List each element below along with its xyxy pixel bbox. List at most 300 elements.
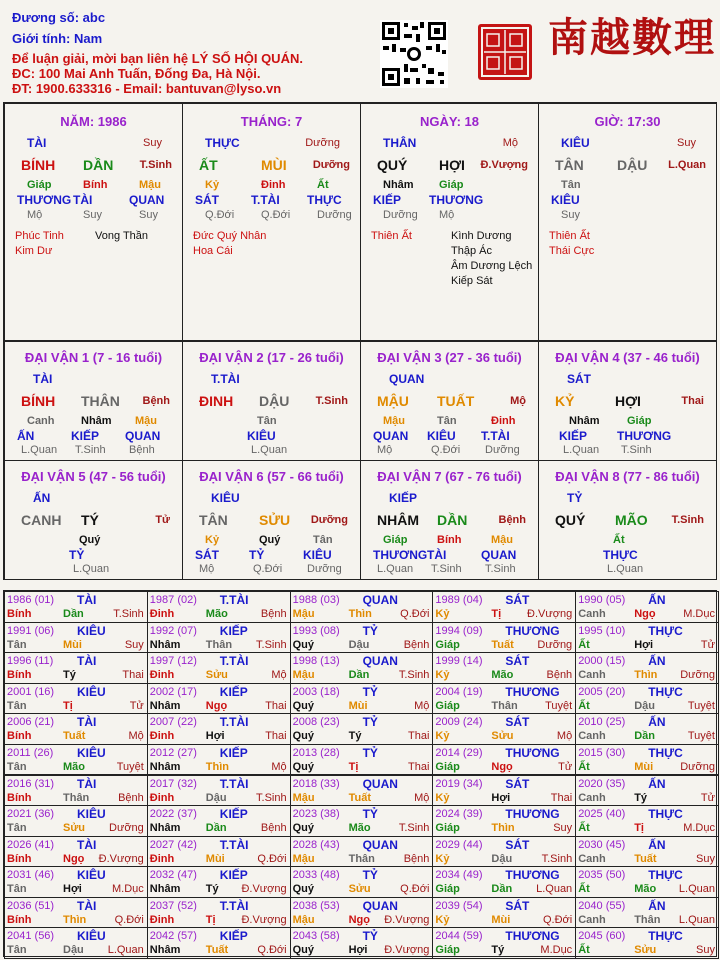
year-star: KIÊU (77, 745, 106, 760)
year-star: THỰC (648, 807, 683, 822)
pillar-chi: DẦN (83, 157, 114, 173)
year-star: T.TÀI (219, 715, 249, 730)
year-label: 2015 (30) (578, 746, 626, 759)
year-star: QUAN (362, 654, 398, 669)
year-chi: Dậu (205, 791, 227, 804)
year-label: 2002 (17) (149, 685, 197, 698)
year-phase: Mộ (556, 730, 573, 743)
dai-van-chi: SỬU (259, 512, 291, 528)
hidden-stem: Mậu (139, 179, 161, 191)
year-cell (432, 805, 576, 837)
dai-van-ts: T.Sinh (671, 514, 704, 526)
pillar-cell (360, 103, 539, 341)
year-cell (575, 713, 719, 745)
dai-van-title: ĐẠI VẬN 7 (67 - 76 tuổi) (377, 469, 522, 484)
year-chi: Dần (63, 608, 84, 620)
year-phase: Suy (696, 852, 715, 865)
year-star: ẤN (648, 776, 666, 791)
hidden-state: Suy (561, 209, 580, 221)
year-star: T.TÀI (219, 898, 249, 913)
year-star: T.TÀI (219, 776, 249, 791)
year-cell (4, 683, 148, 715)
year-can: Kỷ (435, 852, 450, 865)
hidden-stem: Bính (83, 179, 108, 191)
hidden-stem: Tân (313, 534, 333, 546)
dai-van-cell (4, 460, 183, 580)
hidden-state: Mộ (439, 209, 455, 221)
year-chi: Hợi (205, 730, 225, 743)
year-phase: M.Dục (112, 883, 144, 896)
pillar-star: KIÊU (561, 136, 590, 150)
dai-van-title: ĐẠI VẬN 3 (27 - 36 tuổi) (377, 350, 522, 365)
year-cell (4, 866, 148, 898)
year-can: Ất (578, 638, 590, 651)
dai-van-can: KỶ (555, 393, 575, 409)
hidden-star: KIÊU (247, 429, 276, 443)
year-star: KIÊU (77, 929, 106, 944)
year-phase: Tuyệt (687, 730, 715, 743)
year-cell (575, 775, 719, 807)
year-label: 1991 (06) (7, 624, 55, 637)
year-star: KIẾP (219, 684, 248, 699)
dai-van-title: ĐẠI VẬN 1 (7 - 16 tuổi) (24, 350, 163, 365)
year-chi: Thìn (491, 822, 515, 835)
year-chi: Thân (634, 913, 661, 926)
dai-van-title: ĐẠI VẬN 4 (37 - 46 tuổi) (555, 350, 700, 365)
hidden-star: T.TÀI (481, 429, 510, 443)
year-label: 2033 (48) (292, 869, 340, 882)
year-star: ẤN (648, 593, 666, 607)
hidden-stem: Giáp (27, 179, 52, 191)
year-star: QUAN (362, 898, 398, 913)
year-star: TÀI (77, 593, 97, 607)
year-cell (147, 652, 291, 684)
year-star: QUAN (362, 776, 398, 791)
pillar-title: NĂM: 1986 (60, 114, 127, 129)
year-chi: Tý (348, 730, 362, 743)
bad-star: Vong Thần (95, 230, 149, 242)
year-chi: Ngọ (63, 852, 85, 865)
year-chi: Mùi (491, 913, 511, 926)
hidden-star: QUAN (125, 429, 161, 443)
year-can: Bính (7, 730, 32, 743)
hidden-star: KIẾP (71, 429, 100, 443)
year-chi: Thân (205, 638, 233, 651)
year-can: Ất (578, 699, 590, 712)
hidden-state: L.Quan (607, 563, 644, 575)
year-phase: Bệnh (403, 638, 430, 651)
year-can: Giáp (435, 883, 460, 896)
year-chi: Ngọ (348, 913, 370, 926)
year-phase: Mộ (414, 791, 430, 804)
year-star: THƯƠNG (505, 868, 560, 883)
year-label: 2026 (41) (7, 838, 55, 851)
year-phase: Tuyệt (687, 699, 715, 712)
year-label: 2039 (54) (435, 899, 483, 912)
year-phase: Dưỡng (680, 669, 715, 682)
year-cell (432, 775, 576, 807)
year-chi: Mão (348, 822, 371, 835)
year-chi: Hợi (634, 638, 654, 651)
year-label: 2027 (42) (149, 838, 197, 851)
year-phase: Tuyệt (545, 699, 573, 712)
year-phase: Mộ (414, 699, 430, 712)
dai-van-chi: HỢI (615, 393, 641, 409)
hidden-stem: Tân (257, 415, 277, 427)
year-cell (575, 622, 719, 654)
year-phase: Thai (122, 669, 144, 682)
year-label: 2000 (15) (578, 655, 626, 668)
pillar-star: THÂN (383, 136, 417, 150)
year-can: Canh (578, 730, 606, 743)
hidden-star: TÀI (73, 193, 93, 207)
year-phase: Đ.Vượng (527, 608, 573, 620)
hidden-state: T.Sinh (621, 444, 652, 456)
year-chi: Tuất (634, 852, 657, 865)
year-can: Nhâm (149, 944, 181, 957)
year-chi: Dần (634, 730, 655, 743)
hidden-stem: Ất (317, 179, 329, 191)
year-cell (4, 713, 148, 745)
logo-calligraphy: 南越數理 (548, 14, 716, 61)
year-can: Đinh (149, 669, 175, 682)
year-phase: Thai (265, 730, 287, 743)
year-can: Bính (7, 791, 32, 804)
year-phase: Tử (558, 760, 573, 773)
year-chi: Thân (63, 791, 90, 804)
year-cell (575, 591, 719, 623)
hidden-star: ẤN (17, 429, 35, 443)
hidden-star: KIÊU (427, 429, 456, 443)
dai-van-ts: Thai (681, 395, 704, 407)
year-label: 2032 (47) (149, 869, 197, 882)
year-can: Canh (578, 791, 606, 804)
year-label: 2001 (16) (7, 685, 55, 698)
pillar-can: TÂN (555, 157, 584, 173)
year-can: Mậu (292, 791, 315, 804)
year-can: Đinh (149, 791, 175, 804)
hidden-star: QUAN (373, 429, 409, 443)
year-label: 2043 (58) (292, 930, 340, 943)
year-star: TỶ (362, 623, 378, 638)
year-cell (290, 927, 434, 959)
hidden-star: THỰC (603, 548, 638, 562)
year-chi: Mão (63, 760, 85, 773)
year-chi: Hợi (491, 791, 511, 804)
dai-van-can: MẬU (377, 393, 409, 409)
phone-email-line[interactable]: ĐT: 1900.633316 - Email: bantuvan@lyso.vn (12, 81, 282, 96)
hidden-state: T.Sinh (431, 563, 462, 575)
hidden-state: L.Quan (73, 563, 110, 575)
hidden-state: Suy (83, 209, 102, 221)
year-label: 2021 (36) (7, 808, 55, 821)
year-phase: L.Quan (107, 944, 144, 957)
year-label: 1987 (02) (149, 594, 197, 606)
year-cell (432, 927, 576, 959)
year-chi: Mùi (634, 760, 654, 773)
year-label: 2035 (50) (578, 869, 626, 882)
year-label: 1994 (09) (435, 624, 483, 637)
hidden-stem: Nhâm (81, 415, 112, 427)
year-label: 2034 (49) (435, 869, 483, 882)
year-label: 2045 (60) (578, 930, 626, 943)
year-cell (4, 652, 148, 684)
year-star: KIẾP (219, 868, 248, 883)
year-label: 1998 (13) (292, 655, 340, 668)
year-phase: Mộ (271, 669, 287, 682)
qr-code-icon (380, 20, 448, 88)
year-phase: Dưỡng (109, 822, 144, 835)
year-cell (147, 591, 291, 623)
pillar-title: GIỜ: 17:30 (594, 114, 661, 129)
year-star: KIẾP (219, 623, 248, 638)
year-star: THỰC (648, 684, 683, 699)
dai-van-ts: Dưỡng (310, 514, 348, 526)
pillar-cell (538, 103, 717, 341)
year-star: T.TÀI (219, 654, 249, 669)
year-phase: Suy (696, 944, 715, 957)
year-chi: Thìn (205, 760, 230, 773)
year-phase: Đ.Vượng (241, 913, 287, 926)
year-chi: Tý (491, 944, 505, 957)
pillar-cell (4, 103, 183, 341)
year-can: Quý (292, 883, 314, 896)
pillar-can: BÍNH (21, 157, 56, 173)
dai-van-can: TÂN (199, 512, 228, 528)
header (0, 0, 720, 100)
hidden-star: TỶ (69, 548, 85, 562)
year-star: TỶ (362, 715, 378, 730)
year-can: Ất (578, 760, 590, 773)
year-chi: Dần (348, 669, 370, 682)
year-can: Giáp (435, 822, 460, 835)
year-chi: Thìn (348, 608, 372, 620)
year-cell (290, 805, 434, 837)
year-cell (290, 591, 434, 623)
dai-van-can: NHÂM (377, 512, 419, 528)
year-cell (147, 622, 291, 654)
hidden-state: Q.Đới (431, 444, 461, 456)
dai-van-cell (182, 460, 361, 580)
year-cell (147, 927, 291, 959)
year-star: THƯƠNG (505, 684, 560, 699)
year-chi: Tuất (63, 730, 86, 743)
hidden-star: KIÊU (551, 193, 580, 207)
year-star: KIÊU (77, 807, 106, 822)
year-star: SÁT (505, 776, 530, 791)
year-cell (432, 866, 576, 898)
year-label: 1992 (07) (149, 624, 197, 637)
year-chi: Hợi (63, 883, 82, 896)
year-label: 1986 (01) (7, 594, 55, 606)
year-can: Mậu (292, 608, 315, 620)
year-star: ẤN (648, 837, 666, 852)
year-star: KIÊU (77, 623, 106, 638)
year-can: Quý (292, 944, 314, 957)
year-cell (290, 836, 434, 868)
year-phase: Bệnh (403, 852, 430, 865)
hidden-star: THƯƠNG (617, 429, 672, 443)
year-can: Canh (578, 913, 606, 926)
dai-van-cell (538, 460, 717, 580)
dai-van-ts: Mộ (510, 395, 526, 407)
dai-van-cell (4, 341, 183, 461)
year-chi: Mùi (348, 699, 368, 712)
year-star: ẤN (648, 715, 666, 730)
year-can: Quý (292, 760, 314, 773)
year-star: QUAN (362, 593, 398, 607)
hidden-stem: Ất (613, 534, 625, 546)
year-star: TÀI (77, 715, 97, 730)
year-cell (290, 866, 434, 898)
year-star: THỰC (648, 929, 683, 944)
year-chi: Dậu (348, 638, 370, 651)
year-label: 2037 (52) (149, 899, 197, 912)
pillar-chi: DẬU (617, 157, 648, 173)
hidden-state: Mộ (377, 444, 393, 456)
year-cell (147, 683, 291, 715)
year-can: Đinh (149, 852, 175, 865)
bad-star: Kiếp Sát (451, 275, 493, 287)
year-chi: Ngọ (634, 608, 656, 620)
good-star: Đức Quý Nhân (193, 230, 267, 242)
year-star: KIẾP (219, 745, 248, 760)
year-can: Tân (7, 822, 27, 835)
bad-star: Thập Ác (451, 245, 492, 257)
year-label: 1988 (03) (292, 594, 340, 606)
year-can: Mậu (292, 913, 315, 926)
year-label: 2007 (22) (149, 716, 197, 729)
year-cell (290, 652, 434, 684)
year-chi: Thân (348, 852, 375, 865)
year-label: 2017 (32) (149, 777, 197, 790)
year-cell (4, 836, 148, 868)
year-can: Ất (578, 944, 590, 957)
year-star: T.TÀI (219, 837, 249, 852)
year-phase: Q.Đới (542, 913, 573, 926)
hidden-stem: Nhâm (569, 415, 600, 427)
year-star: KIẾP (219, 807, 248, 822)
year-can: Tân (7, 638, 27, 651)
year-can: Nhâm (149, 822, 181, 835)
hidden-state: Mộ (199, 563, 215, 575)
year-star: SÁT (505, 654, 530, 669)
year-phase: L.Quan (678, 913, 715, 926)
dai-van-ts: Bệnh (498, 514, 526, 526)
year-can: Quý (292, 730, 314, 743)
dai-van-title: ĐẠI VẬN 8 (77 - 86 tuổi) (555, 469, 700, 484)
pillar-star: TÀI (27, 136, 47, 150)
year-label: 2009 (24) (435, 716, 483, 729)
year-can: Kỷ (435, 669, 450, 682)
year-can: Đinh (149, 730, 175, 743)
year-chi: Mùi (205, 852, 225, 865)
pillar-ts: T.Sinh (139, 159, 172, 171)
year-phase: Q.Đới (257, 944, 287, 957)
hidden-state: Dưỡng (383, 209, 418, 221)
year-label: 2023 (38) (292, 808, 340, 821)
year-label: 2031 (46) (7, 869, 55, 882)
bad-star: Kình Dương (451, 230, 512, 242)
year-phase: Đ.Vượng (98, 852, 144, 865)
year-star: KIẾP (219, 929, 248, 944)
year-can: Quý (292, 822, 314, 835)
hidden-state: L.Quan (251, 444, 288, 456)
year-cell (575, 744, 719, 776)
year-label: 1996 (11) (7, 655, 54, 668)
year-cell (432, 652, 576, 684)
year-cell (147, 713, 291, 745)
year-label: 2038 (53) (292, 899, 340, 912)
year-cell (432, 836, 576, 868)
dai-van-star: KIẾP (389, 491, 418, 505)
dai-van-chi: DẬU (259, 393, 290, 409)
hidden-star: KIẾP (373, 193, 402, 207)
year-chi: Dần (205, 822, 227, 835)
year-label: 2008 (23) (292, 716, 340, 729)
year-phase: Suy (553, 822, 573, 835)
year-chi: Mão (634, 883, 657, 896)
year-chi: Mão (205, 608, 228, 620)
year-can: Bính (7, 913, 32, 926)
year-phase: Bệnh (118, 791, 144, 804)
year-can: Nhâm (149, 699, 181, 712)
year-cell (147, 866, 291, 898)
year-can: Đinh (149, 608, 175, 620)
hidden-star: THƯƠNG (17, 193, 72, 207)
dai-van-title: ĐẠI VẬN 5 (47 - 56 tuổi) (21, 469, 166, 484)
year-star: T.TÀI (219, 593, 249, 607)
pillar-star: THỰC (205, 136, 240, 150)
year-cell (4, 591, 148, 623)
year-cell (147, 836, 291, 868)
hidden-stem: Mậu (491, 534, 513, 546)
good-star: Thái Cực (549, 245, 595, 257)
pillar-star-state: Mộ (502, 137, 518, 149)
good-star: Phúc Tinh (15, 230, 64, 242)
year-can: Đinh (149, 913, 175, 926)
year-phase: Q.Đới (400, 883, 430, 896)
year-label: 2036 (51) (7, 899, 55, 912)
pillar-can: QUÝ (377, 157, 408, 173)
year-star: QUAN (362, 837, 398, 852)
year-phase: Đ.Vượng (241, 883, 287, 896)
pillar-ts: L.Quan (668, 159, 706, 171)
year-cell (432, 897, 576, 929)
hidden-star: T.TÀI (251, 193, 280, 207)
year-chi: Tý (63, 669, 76, 682)
hidden-star: QUAN (129, 193, 165, 207)
good-star: Hoa Cái (193, 245, 233, 257)
year-phase: M.Dục (683, 822, 715, 835)
year-label: 1995 (10) (578, 624, 626, 637)
dai-van-ts: Bệnh (142, 395, 170, 407)
year-label: 2013 (28) (292, 746, 340, 759)
year-star: THỰC (648, 868, 683, 883)
dai-van-title: ĐẠI VẬN 2 (17 - 26 tuổi) (199, 350, 344, 365)
year-phase: T.Sinh (398, 822, 430, 835)
year-cell (575, 927, 719, 959)
dai-van-can: ĐINH (199, 393, 234, 409)
year-can: Nhâm (149, 883, 181, 896)
year-can: Canh (578, 852, 606, 865)
year-cell (575, 897, 719, 929)
year-chi: Tý (205, 883, 219, 896)
hidden-state: Q.Đới (261, 209, 291, 221)
year-cell (575, 836, 719, 868)
year-cell (147, 744, 291, 776)
year-chi: Dậu (491, 852, 513, 865)
